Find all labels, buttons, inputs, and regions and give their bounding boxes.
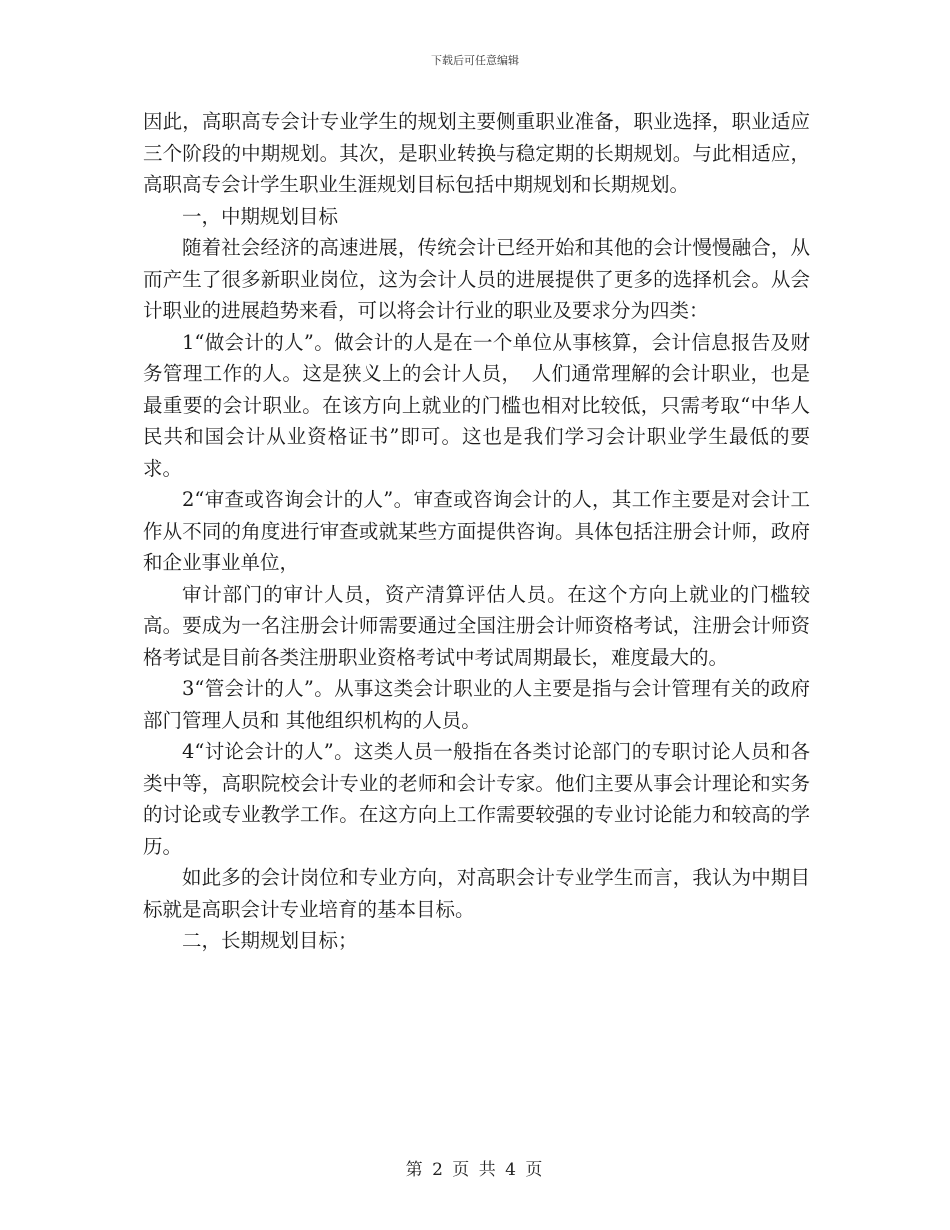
paragraph-intro: 因此，高职高专会计专业学生的规划主要侧重职业准备，职业选择，职业适应三个阶段的中期规划。其次，是职业转换与稳定期的长期规划。与此相适应，高职高专会计学生职业生涯规划目标包括中期规划和长期规划。	[143, 110, 810, 196]
paragraph-type-1: 1“做会计的人”。做会计的人是在一个单位从事核算，会计信息报告及财务管理工作的人。这是狭义上的会计人员， 人们通常理解的会计职业，也是最重要的会计职业。在该方向上就业的门槛也相对比较低，只需考取“中华人民共和国会计从业资格证书”即可。这也是我们学习会计职业学生最低的要求。	[143, 330, 810, 480]
paragraph-type-4: 4“讨论会计的人”。这类人员一般指在各类讨论部门的专职讨论人员和各类中等，高职院校会计专业的老师和会计专家。他们主要从事会计理论和实务的讨论或专业教学工作。在这方向上工作需要较强的专业讨论能力和较高的学历。	[143, 740, 810, 858]
section-heading-mid-term: 一，中期规划目标	[182, 204, 339, 228]
page-number: 第 2 页 共 4 页	[405, 1160, 545, 1180]
document-body	[143, 106, 810, 957]
paragraph-conclusion: 如此多的会计岗位和专业方向，对高职会计专业学生而言，我认为中期目标就是高职会计专业培育的基本目标。	[143, 866, 810, 921]
paragraph-type-3: 3“管会计的人”。从事这类会计职业的人主要是指与会计管理有关的政府部门管理人员和 其他组织机构的人员。	[143, 677, 810, 732]
paragraph-development: 随着社会经济的高速进展，传统会计已经开始和其他的会计慢慢融合，从而产生了很多新职业岗位，这为会计人员的进展提供了更多的选择机会。从会计职业的进展趋势来看，可以将会计行业的职业及要求分为四类：	[143, 236, 810, 322]
paragraph-type-2-cont: 审计部门的审计人员，资产清算评估人员。在这个方向上就业的门槛较高。要成为一名注册会计师需要通过全国注册会计师资格考试，注册会计师资格考试是目前各类注册职业资格考试中考试周期最长，难度最大的。	[143, 582, 810, 669]
paragraph-type-2: 2“审查或咨询会计的人”。审查或咨询会计的人，其工作主要是对会计工作从不同的角度进行审查或就某些方面提供咨询。具体包括注册会计师，政府和企业事业单位，	[143, 488, 810, 574]
page-header: 下载后可任意编辑	[431, 54, 519, 67]
section-heading-long-term: 二，长期规划目标；	[182, 929, 358, 952]
